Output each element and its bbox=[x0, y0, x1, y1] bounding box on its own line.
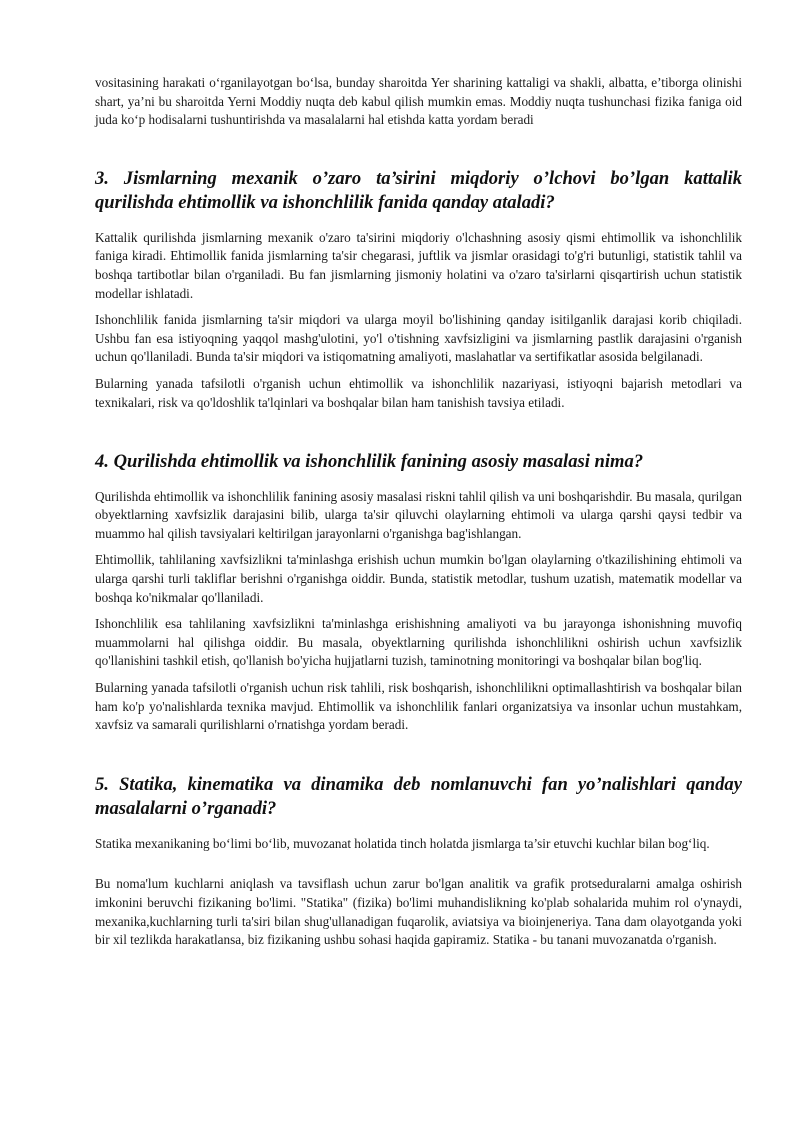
section-5-paragraph-2: Bu noma'lum kuchlarni aniqlash va tavsiflash uchun zarur bo'lgan analitik va grafik protseduralarni amalga oshirish imkonini beruvchi fizikaning bo'limi. "Statika" (fizika) bo'limi muhandislikning ko'plab sohalarida muhim rol o'ynaydi, mexanika,kuchlarning turli ta'siri bilan shug'ullanadigan fuqarolik, aviatsiya va bioinjeneriya. Tana dam olayotganda yoki bir xil tezlikda harakatlansa, biz fizikaning ushbu sohasi haqida gapiramiz. Statika - bu tanani muvozanatda o'rganish. bbox=[95, 876, 742, 948]
document-page bbox=[95, 74, 742, 958]
section-4 bbox=[95, 450, 742, 735]
section-4-paragraph-4: Bularning yanada tafsilotli o'rganish uchun risk tahlili, risk boshqarish, ishonchlilikni optimallashtirish va boshqalar bilan ham ko'p yo'nalishlarda texnika mavjud. Ehtimollik va ishonchlilik fanlari organizatsiya va insonlar uchun mustahkam, xavfsiz va samarali qurilishlarni o'rnatishga yordam beradi. bbox=[95, 679, 742, 733]
section-5 bbox=[95, 773, 742, 950]
section-3-paragraph-1: Kattalik qurilishda jismlarning mexanik o'zaro ta'sirini miqdoriy o'lchashning asosiy qismi ehtimollik va ishonchlilik faniga kiradi. Ehtimollik fanida jismlarning ta'sir chegarasi, juftlik va jismlar orasidagi to'g'ri butunligi, statistik tahlil va boshqa tartibotlar bilan o'rganiladi. Bu fan jismlarning jismoniy holatini va o'zaro ta'sirlarni qisqartirish uchun statistik modellar ishlatadi. bbox=[95, 229, 742, 301]
section-3 bbox=[95, 167, 742, 412]
section-4-paragraph-3: Ishonchlilik esa tahlilaning xavfsizlikni ta'minlashga erishishning amaliyoti va bu jarayonga ishonishning muvofiq muammolarni hal qilishga oiddir. Bu masala, obyektlarning qurilishda ishonchlilikni oshirish uchun xavfsizlik qo'llanishini tashkil etish, qo'llanish bo'yicha hujjatlarni tuzish, taminotning monitoringi va boshqalar bilan bog'liq. bbox=[95, 616, 742, 669]
section-3-paragraph-2: Ishonchlilik fanida jismlarning ta'sir miqdori va ularga moyil bo'lishining qanday isitilganlik darajasi korib chiqiladi. Ushbu fan esa istiyoqning yaqqol mashg'ulotini, yo'l o'tishning xavfsizligini va jismlarning pastlik darajasini o'rganish uchun qo'llaniladi. Bunda ta'sir miqdori va istiqomatning amaliyoti, maslahatlar va sertifikatlar asosida belgilanadi. bbox=[95, 312, 742, 365]
section-5-heading: 5. Statika, kinematika va dinamika deb nomlanuvchi fan yo’nalishlari qanday masalalarni o’rganadi? bbox=[95, 773, 742, 820]
section-4-paragraph-2: Ehtimollik, tahlilaning xavfsizlikni ta'minlashga erishish uchun mumkin bo'lgan olaylarning o'tkazilishining ehtimoli va ularga qarshi turli takliflar berishni o'rganishga oiddir. Bunda, statistik metodlar, tushum uzatish, matematik modellar va boshqa ko'nikmalar qo'llaniladi. bbox=[95, 552, 742, 605]
section-4-paragraph-1: Qurilishda ehtimollik va ishonchlilik fanining asosiy masalasi riskni tahlil qilish va uni boshqarishdir. Bu masala, qurilgan obyektlarning xavfsizlik darajasini bilib, ularga ta'sir qiluvchi olaylarning ehtimoli va ularga qarshi qaysi tedbir va muammo hal qilish tavsiyalari keltirilgan jarayonlarni o'rganishga bag'ishlangan. bbox=[95, 488, 742, 541]
section-3-paragraph-3: Bularning yanada tafsilotli o'rganish uchun ehtimollik va ishonchlilik nazariyasi, istiyoqni bajarish metodlari va texnikalari, risk va qo'ldoshlik ta'lqinlari va boshqalar bilan ham tanishish tavsiya etiladi. bbox=[95, 375, 742, 410]
section-5-paragraph-1: Statika mexanikaning bo‘limi bo‘lib, muvozanat holatida tinch holatda jismlarga ta’sir etuvchi kuchlar bilan bog‘liq. bbox=[95, 835, 710, 851]
section-3-heading: 3. Jismlarning mexanik o’zaro ta’sirini miqdoriy o’lchovi bo’lgan kattalik qurilishda ehtimollik va ishonchlilik fanida qanday ataladi? bbox=[95, 167, 742, 214]
section-4-heading: 4. Qurilishda ehtimollik va ishonchlilik fanining asosiy masalasi nima? bbox=[95, 451, 644, 473]
intro-paragraph: vositasining harakati o‘rganilayotgan bo‘lsa, bunday sharoitda Yer sharining kattaligi va shakli, albatta, e’tiborga olinishi shart, ya’ni bu sharoitda Yerni Moddiy nuqta deb kabul qilish mumkin emas. Moddiy nuqta tushunchasi fizika faniga oid juda ko‘p hodisalarni tushuntirishda va masalalarni hal etishda katta yordam beradi bbox=[95, 75, 742, 128]
